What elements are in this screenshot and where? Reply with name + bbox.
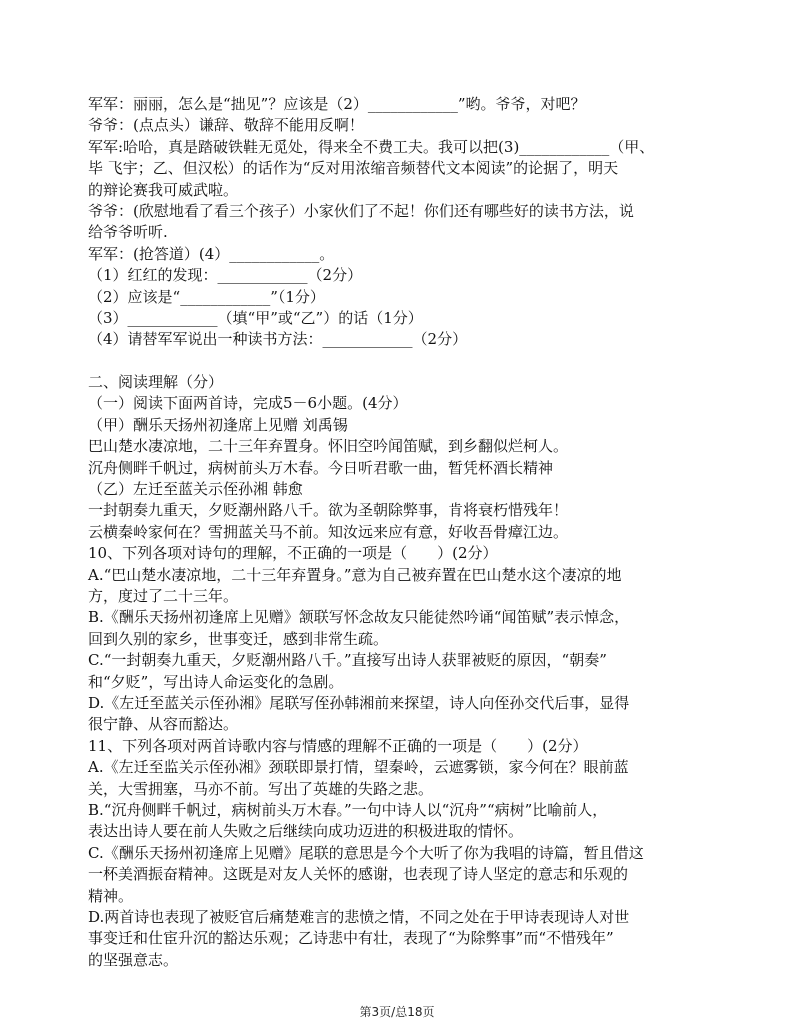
dialogue-line: 爷爷：(欣慰地看了看三个孩子）小家伙们了不起！你们还有哪些好的读书方法，说 xyxy=(88,202,634,221)
page-number-footer: 第3页/总18页 xyxy=(359,1005,435,1019)
poem-line: 巴山楚水凄凉地，二十三年弃置身。怀旧空吟闻笛赋，到乡翻似烂柯人。 xyxy=(88,437,569,456)
option-line: 事变迁和仕宦升沉的豁达乐观；乙诗悲中有壮，表现了“为除弊事”而“不惜残年” xyxy=(88,929,614,948)
option-line: C.《酬乐天扬州初逢席上见赠》尾联的意思是今个大听了你为我唱的诗篇，暂且借这 xyxy=(88,843,644,862)
reading-section xyxy=(88,372,710,971)
option-line: 的坚强意志。 xyxy=(88,950,179,969)
option-line: C.“一封朝奏九重天，夕贬潮州路八千。”直接写出诗人获罪被贬的原因，“朝奏” xyxy=(88,651,607,670)
section-spacer xyxy=(88,351,710,372)
poem-line: 云横秦岭家何在？雪拥蓝关马不前。知汝远来应有意，好收吾骨瘴江边。 xyxy=(88,522,569,541)
option-line: B.《酬乐天扬州初逢席上见赠》颔联写怀念故友只能徒然吟诵“闻笛赋”表示悼念， xyxy=(88,608,630,627)
poem-title-b: （乙）左迁至蓝关示侄孙湘 韩愈 xyxy=(88,479,303,498)
question-item: （4）请替军军说出一种读书方法：____________（2分） xyxy=(88,330,468,349)
option-line: 和“夕贬”，写出诗人命运变化的急剧。 xyxy=(88,672,344,691)
option-line: 关，大雪拥塞，马亦不前。写出了英雄的失路之悲。 xyxy=(88,779,434,798)
subsection-heading: （一）阅读下面两首诗，完成5－6小题。(4分） xyxy=(88,394,408,413)
option-line: 一杯美酒振奋精神。这既是对友人关怀的感谢，也表现了诗人坚定的意志和乐观的 xyxy=(88,865,629,884)
question-item: （3）____________（填“甲”或“乙”）的话（1分） xyxy=(88,309,423,328)
dialogue-line: 军军：(抢答道）(4）____________。 xyxy=(88,244,335,263)
option-line: D.《左迁至蓝关示侄孙湘》尾联写侄孙韩湘前来探望，诗人向侄孙交代后事，显得 xyxy=(88,693,630,712)
dialogue-line: 爷爷：(点点头）谦辞、敬辞不能用反啊！ xyxy=(88,116,364,135)
option-line: 精神。 xyxy=(88,886,134,905)
dialogue-line: 的辩论赛我可威武啦。 xyxy=(88,180,239,199)
option-line: B.“沉舟侧畔千帆过，病树前头万木春。”一句中诗人以“沉舟”“病树”比喻前人， xyxy=(88,801,608,819)
dialogue-line: 军军：丽丽，怎么是“拙见”？应该是（2）____________”哟。爷爷，对吧？ xyxy=(88,95,586,113)
option-line: A.“巴山楚水凄凉地，二十三年弃置身。”意为自己被弃置在巴山楚水这个凄凉的地 xyxy=(88,565,622,584)
option-line: 表达出诗人要在前人失败之后继续向成功迈进的积极进取的情怀。 xyxy=(88,822,524,841)
option-line: 很宁静、从容而豁达。 xyxy=(88,715,239,734)
question-11-stem: 11、下列各项对两首诗歌内容与情感的理解不正确的一项是（ ）(2分） xyxy=(88,736,588,755)
option-line: D.两首诗也表现了被贬官后痛楚难言的悲愤之情，不同之处在于甲诗表现诗人对世 xyxy=(88,908,630,927)
dialogue-line: 给爷爷听听. xyxy=(88,223,168,242)
question-item: （2）应该是“____________”（1分） xyxy=(88,287,325,306)
poem-line: 一封朝奏九重天，夕贬潮州路八千。欲为圣朝除弊事，肯将衰朽惜残年！ xyxy=(88,501,569,520)
dialogue-line: 军军:哈哈，真是踏破铁鞋无觅处，得来全不费工夫。我可以把(3)____________（甲、 xyxy=(88,137,655,156)
poem-line: 沉舟侧畔千帆过，病树前头万木春。今日听君歌一曲，暂凭杯酒长精神 xyxy=(88,458,554,477)
option-line: 回到久别的家乡，世事变迁，感到非常生疏。 xyxy=(88,629,389,648)
dialogue-line: 毕 飞宇；乙、但汉松）的话作为“反对用浓缩音频替代文本阅读”的论据了，明天 xyxy=(88,159,619,178)
question-list xyxy=(88,265,710,351)
question-item: （1）红红的发现：____________（2分） xyxy=(88,266,363,285)
dialogue-block xyxy=(88,94,710,265)
option-line: A.《左迁至监关示侄孙湘》颈联即景打情，望秦岭，云遮雾锁，家今何在？眼前蓝 xyxy=(88,758,629,777)
page-content xyxy=(88,94,710,971)
option-line: 方，度过了二十三年。 xyxy=(88,586,239,605)
question-10-stem: 10、下列各项对诗句的理解，不正确的一项是（ ）(2分） xyxy=(88,544,498,563)
section-heading: 二、阅读理解（分） xyxy=(88,372,224,391)
poem-title-a: （甲）酬乐天扬州初逢席上见赠 刘禹锡 xyxy=(88,415,348,434)
